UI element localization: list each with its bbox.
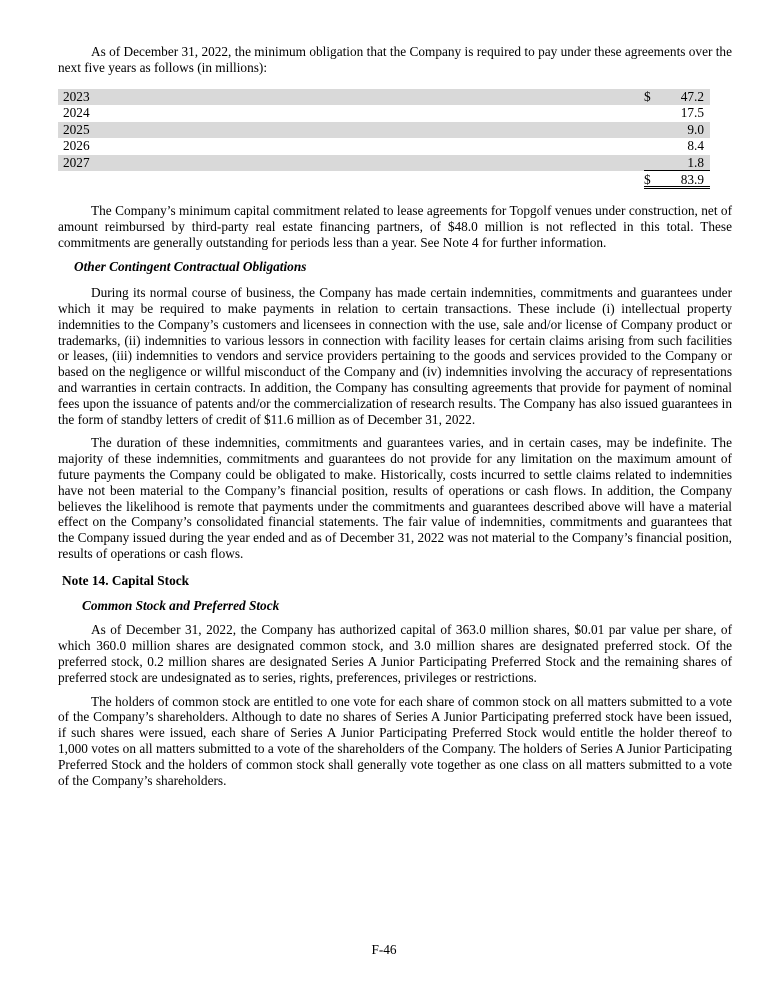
amount-group xyxy=(644,105,710,122)
amount-group xyxy=(644,138,710,155)
amount-group xyxy=(644,155,710,172)
amount-group xyxy=(644,89,710,106)
currency-cell: $ xyxy=(644,172,651,188)
year-cell: 2023 xyxy=(63,88,90,104)
year-cell: 2027 xyxy=(63,154,90,170)
table-row xyxy=(58,122,710,139)
currency-cell: $ xyxy=(644,88,651,104)
year-cell: 2025 xyxy=(63,121,90,137)
amount-group xyxy=(644,122,710,139)
year-cell: 2026 xyxy=(63,138,90,154)
table-row xyxy=(58,138,710,155)
heading-other-contingent-obligations: Other Contingent Contractual Obligations xyxy=(74,259,307,275)
amount-cell: 8.4 xyxy=(687,138,704,154)
document-content xyxy=(58,44,732,788)
voting-rights-paragraph: The holders of common stock are entitled to one vote for each share of common stock on all matters submitted to a vote of the Company’s shareholders. Although to date no shares of Series A Junior Participating preferred stock have been issued, if such shares were issued, each share of Series A Junior Participating Preferred Stock would entitle the holder thereof to 1,000 votes on all matters submitted to a vote of the shareholders of the Company. The holders of Series A Junior Participating Preferred Stock and the holders of common stock shall generally vote together as one class on all matters submitted to a vote of the Company’s shareholders. xyxy=(58,693,732,788)
heading-common-and-preferred-stock: Common Stock and Preferred Stock xyxy=(82,597,280,613)
year-cell xyxy=(58,171,644,189)
amount-group xyxy=(644,171,710,189)
year-cell: 2024 xyxy=(63,105,90,121)
table-total-row xyxy=(58,171,710,189)
heading-note-14-capital-stock: Note 14. Capital Stock xyxy=(62,572,190,588)
authorized-capital-paragraph: As of December 31, 2022, the Company has authorized capital of 363.0 million shares, $0.01 par value per share, of which 360.0 million shares are designated common stock, and 3.0 million shares are designated preferred stock. Of the preferred stock, 0.2 million shares are designated Series A Junior Participating Preferred Stock and the remaining shares of preferred stock are undesignated as to series, rights, preferences, privileges or restrictions. xyxy=(58,622,732,685)
table-row xyxy=(58,155,710,172)
intro-paragraph: As of December 31, 2022, the minimum obligation that the Company is required to pay under these agreements over the next five years as follows (in millions): xyxy=(58,44,732,75)
indemnities-paragraph-2: The duration of these indemnities, commitments and guarantees varies, and in certain cases, may be indefinite. The majority of these indemnities, commitments and guarantees do not provide for any limitation on the maximum amount of future payments the Company could be obligated to make. Historically, costs incurred to settle claims related to indemnities have not been material to the Company’s financial position, results of operations or cash flows. In addition, the Company believes the likelihood is remote that payments under the commitments and guarantees described above will have a material effect on the Company’s consolidated financial statements. The fair value of indemnities, commitments and guarantees that the Company issued during the year ended and as of December 31, 2022 was not material to the Company’s financial position, results of operations or cash flows. xyxy=(58,435,732,562)
page-number: F-46 xyxy=(371,942,397,957)
table-row xyxy=(58,105,710,122)
amount-cell: 47.2 xyxy=(680,88,704,104)
amount-cell: 1.8 xyxy=(687,154,704,170)
minimum-obligations-table xyxy=(58,89,710,190)
table-row xyxy=(58,89,710,106)
total-amount-cell: 83.9 xyxy=(680,172,704,188)
amount-cell: 9.0 xyxy=(687,121,704,137)
amount-cell: 17.5 xyxy=(680,105,704,121)
indemnities-paragraph-1: During its normal course of business, the Company has made certain indemnities, commitments and guarantees under which it may be required to make payments in relation to certain transactions. These include (i) intellectual property indemnities to the Company’s customers and licensees in connection with the use, sale and/or license of Company product or trademarks, (ii) indemnities to various lessors in connection with facility leases for certain claims arising from such facilities or leases, (iii) indemnities to vendors and service providers pertaining to the goods and services provided to the Company or based on the negligence or willful misconduct of the Company and (iv) indemnities involving the accuracy of representations and warranties in certain contracts. In addition, the Company has consulting agreements that provide for payment of nominal fees upon the issuance of patents and/or the commercialization of research results. The Company has also issued guarantees in the form of standby letters of credit of $11.6 million as of December 31, 2022. xyxy=(58,285,732,427)
capital-commitment-paragraph: The Company’s minimum capital commitment related to lease agreements for Topgolf venues under construction, net of amount reimbursed by third-party real estate financing partners, of $48.0 million is not reflected in this total. These commitments are generally outstanding for periods less than a year. See Note 4 for further information. xyxy=(58,203,732,250)
